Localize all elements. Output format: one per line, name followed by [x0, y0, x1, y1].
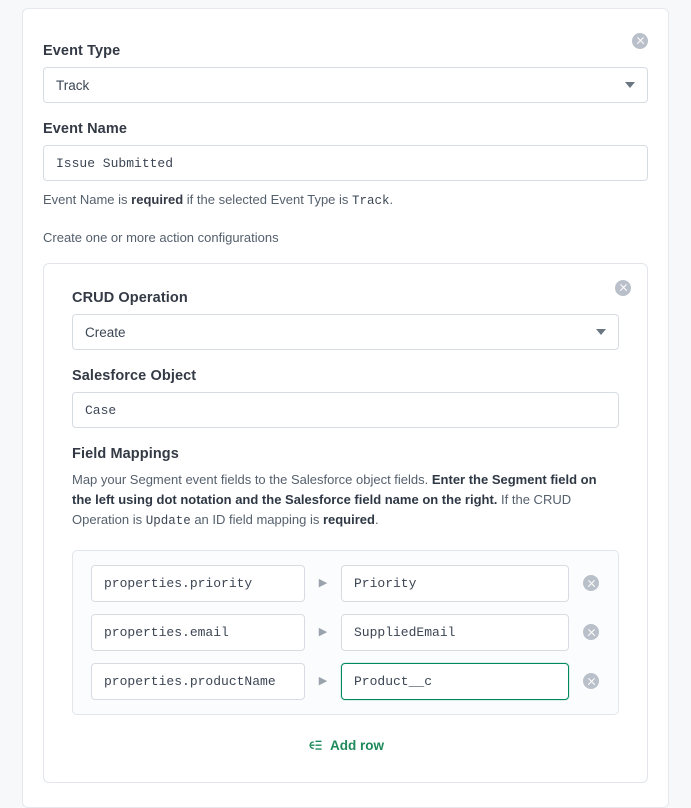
add-row-wrapper	[72, 737, 619, 754]
help-required: required	[131, 192, 184, 207]
event-type-label: Event Type	[43, 43, 121, 59]
salesforce-object-input[interactable]	[72, 392, 619, 428]
segment-field-input[interactable]	[91, 565, 305, 602]
help-suffix: .	[389, 192, 394, 207]
help-prefix: Event Name is	[43, 192, 132, 207]
desc-part4: .	[374, 512, 379, 528]
segment-field-input[interactable]	[91, 614, 305, 651]
field-mappings-list	[72, 550, 619, 715]
crud-operation-value: Create	[85, 324, 126, 340]
help-middle: if the selected Event Type is	[183, 192, 353, 207]
action-configuration-card	[22, 8, 669, 808]
event-name-value: Issue Submitted	[56, 155, 174, 171]
event-type-select[interactable]	[43, 67, 648, 103]
desc-part2: If the CRUD Operation is	[72, 492, 572, 528]
crud-operation-field	[72, 290, 619, 350]
salesforce-field-input[interactable]	[341, 663, 569, 700]
event-type-field	[43, 43, 648, 103]
segment-field-value: properties.priority	[104, 575, 253, 591]
action-item-card	[43, 263, 648, 783]
salesforce-field-input[interactable]	[341, 614, 569, 651]
crud-operation-select[interactable]	[72, 314, 619, 350]
field-mappings-description	[72, 470, 619, 532]
mapping-row	[91, 614, 604, 651]
actions-note: Create one or more action configurations	[43, 230, 279, 246]
salesforce-object-value: Case	[85, 402, 117, 418]
segment-field-input[interactable]	[91, 663, 305, 700]
mapping-row	[91, 565, 604, 602]
desc-bold: Enter the Segment field on the left using dot notation and the Salesforce field name on the right.	[72, 472, 597, 508]
remove-circle-icon	[583, 624, 599, 640]
crud-operation-label: CRUD Operation	[72, 290, 188, 307]
remove-circle-icon	[583, 575, 599, 591]
event-name-field	[43, 121, 648, 210]
caret-right-icon: ▶	[318, 674, 328, 687]
card-body	[23, 9, 668, 783]
add-row-button[interactable]	[301, 737, 390, 754]
remove-row-button[interactable]	[583, 575, 599, 591]
caret-right-icon: ▶	[318, 576, 328, 589]
chevron-down-icon	[625, 82, 635, 88]
salesforce-field-value: Product__c	[354, 673, 433, 689]
event-name-label: Event Name	[43, 121, 128, 137]
help-code: Track	[352, 194, 390, 208]
add-rows-icon	[307, 739, 322, 752]
salesforce-field-value: SuppliedEmail	[354, 624, 456, 640]
remove-action-button[interactable]	[615, 280, 631, 296]
caret-right-icon: ▶	[318, 625, 328, 638]
remove-row-button[interactable]	[583, 673, 599, 689]
remove-row-button[interactable]	[583, 624, 599, 640]
event-name-help	[43, 191, 648, 210]
desc-bold2: required	[322, 512, 375, 528]
close-modal-button[interactable]	[632, 33, 648, 49]
segment-field-value: properties.productName	[104, 673, 276, 689]
chevron-down-icon	[596, 329, 606, 335]
field-mappings-section	[72, 446, 619, 754]
close-circle-icon	[632, 33, 648, 49]
field-mappings-label: Field Mappings	[72, 446, 179, 463]
event-type-value: Track	[56, 77, 90, 93]
salesforce-object-label: Salesforce Object	[72, 368, 197, 385]
desc-part1: Map your Segment event fields to the Salesforce object fields.	[72, 472, 432, 488]
event-name-input[interactable]	[43, 145, 648, 181]
mapping-row	[91, 663, 604, 700]
salesforce-field-value: Priority	[354, 575, 417, 591]
close-circle-icon	[615, 280, 631, 296]
add-row-label: Add row	[330, 737, 384, 753]
desc-code: Update	[145, 514, 191, 529]
remove-circle-icon	[583, 673, 599, 689]
segment-field-value: properties.email	[104, 624, 229, 640]
desc-part3: an ID field mapping is	[190, 512, 323, 528]
salesforce-field-input[interactable]	[341, 565, 569, 602]
salesforce-object-field	[72, 368, 619, 428]
